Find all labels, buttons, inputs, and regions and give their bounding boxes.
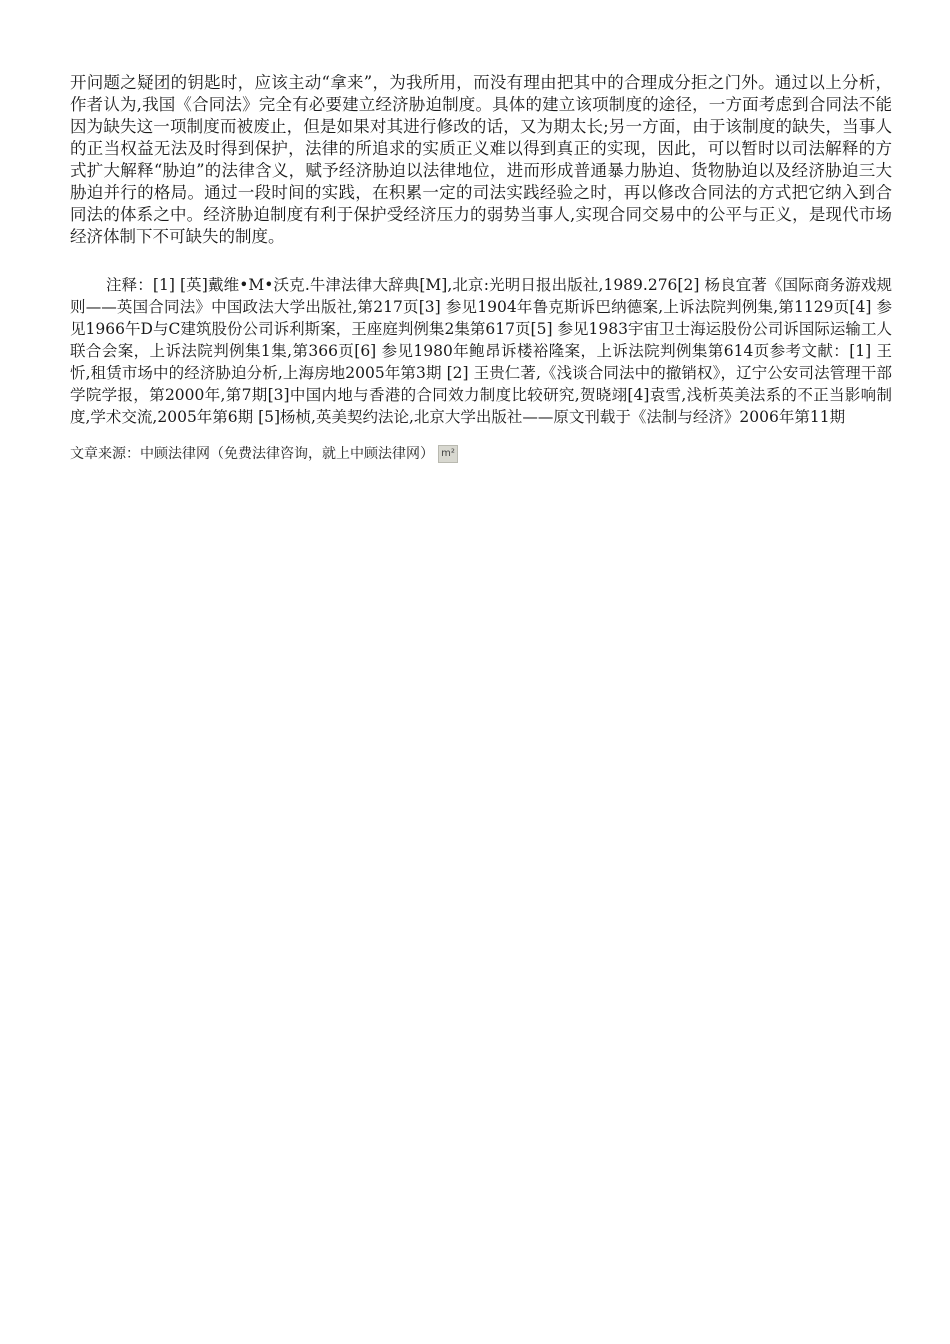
document-page bbox=[70, 72, 892, 464]
source-text: 文章来源：中顾法律网（免费法律咨询，就上中顾法律网） bbox=[70, 445, 434, 462]
notes-paragraph: 注释：[1] [英]戴维•M•沃克.牛津法律大辞典[M],北京:光明日报出版社,1989.276[2] 杨良宜著《国际商务游戏规则——英国合同法》中国政法大学出版社,第217页[3] 参见1904年鲁克斯诉巴纳德案,上诉法院判例集,第1129页[4] 参见1966午D与C建筑股份公司诉利斯案，王座庭判例集2集第617页[5] 参见1983宇宙卫士海运股份公司诉国际运输工人联合会案，上诉法院判例集1集,第366页[6] 参见1980年鲍昂诉楼裕隆案，上诉法院判例集第614页参考文献：[1] 王忻,租赁市场中的经济胁迫分析,上海房地2005年第3期 [2] 王贵仁著,《浅谈合同法中的撤销权》，辽宁公安司法管理干部学院学报，第2000年,第7期[3]中国内地与香港的合同效力制度比较研究,贺晓翊[4]袁雪,浅析英美法系的不正当影响制度,学术交流,2005年第6期 [5]杨桢,英美契约法论,北京大学出版社——原文刊载于《法制与经济》2006年第11期 bbox=[70, 276, 892, 426]
source-line bbox=[70, 444, 892, 464]
stamp-icon: m² bbox=[438, 445, 458, 463]
body-paragraph: 开问题之疑团的钥匙时，应该主动“拿来”，为我所用，而没有理由把其中的合理成分拒之门外。通过以上分析，作者认为,我国《合同法》完全有必要建立经济胁迫制度。具体的建立该项制度的途径，一方面考虑到合同法不能因为缺失这一项制度而被废止，但是如果对其进行修改的话，又为期太长;另一方面，由于该制度的缺失，当事人的正当权益无法及时得到保护，法律的所追求的实质正义难以得到真正的实现，因此，可以暂时以司法解释的方式扩大解释“胁迫”的法律含义，赋予经济胁迫以法律地位，进而形成普通暴力胁迫、货物胁迫以及经济胁迫三大胁迫并行的格局。通过一段时间的实践，在积累一定的司法实践经验之时，再以修改合同法的方式把它纳入到合同法的体系之中。经济胁迫制度有利于保护受经济压力的弱势当事人,实现合同交易中的公平与正义，是现代市场经济体制下不可缺失的制度。 bbox=[70, 73, 892, 246]
